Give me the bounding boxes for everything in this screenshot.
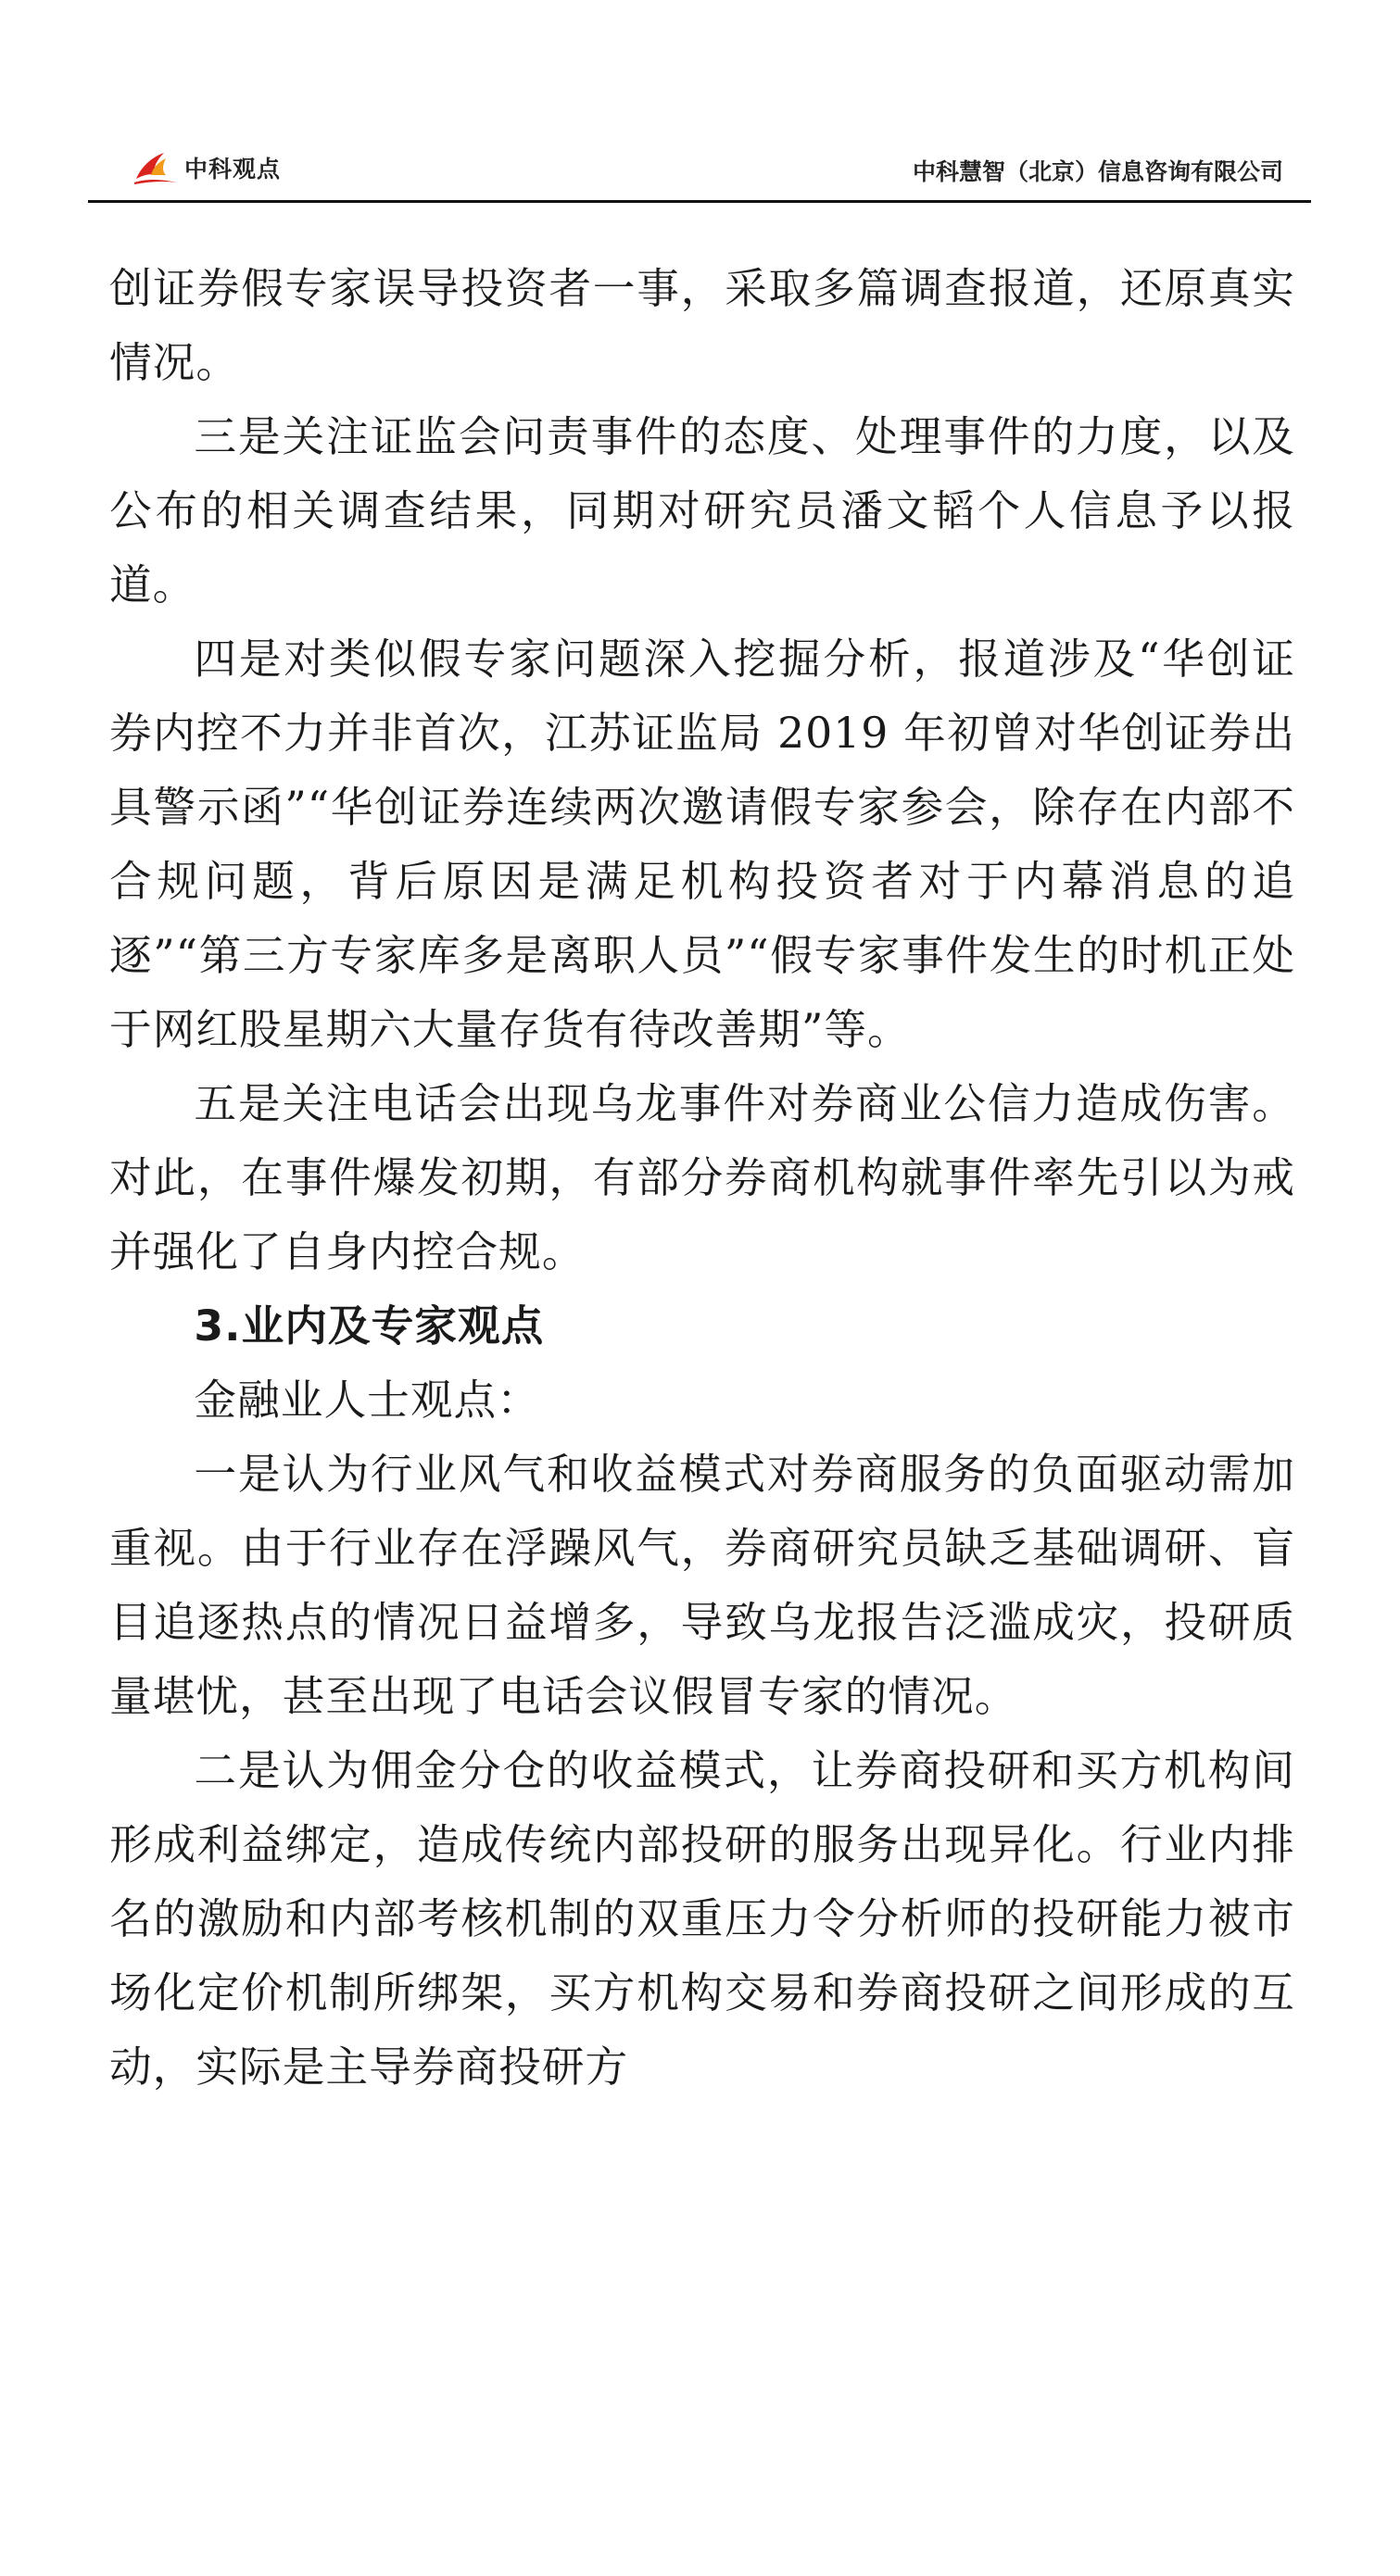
- document-body: [109, 252, 1295, 2105]
- paragraph: 二是认为佣金分仓的收益模式，让券商投研和买方机构间形成利益绑定，造成传统内部投研的服务出现异化。行业内排名的激励和内部考核机制的双重压力令分析师的投研能力被市场化定价机制所绑架，买方机构交易和券商投研之间形成的互动，实际是主导券商投研方: [109, 1746, 1295, 2092]
- section-heading: 3.业内及专家观点: [194, 1301, 545, 1351]
- paragraph: 三是关注证监会问责事件的态度、处理事件的力度，以及公布的相关调查结果，同期对研究员潘文韬个人信息予以报道。: [109, 412, 1295, 609]
- flame-logo-icon: [132, 147, 179, 188]
- paragraph: 四是对类似假专家问题深入挖掘分析，报道涉及“华创证券内控不力并非首次，江苏证监局 2019 年初曾对华创证券出具警示函”“华创证券连续两次邀请假专家参会，除存在内部不合规问题，背后原因是满足机构投资者对于内幕消息的追逐”“第三方专家库多是离职人员”“假专家事件发生的时机正处于网红股星期六大量存货有待改善期”等。: [109, 635, 1295, 1054]
- paragraph-continuation: 创证券假专家误导投资者一事，采取多篇调查报道，还原真实情况。: [109, 264, 1295, 387]
- paragraph: 五是关注电话会出现乌龙事件对券商业公信力造成伤害。对此，在事件爆发初期，有部分券商机构就事件率先引以为戒并强化了自身内控合规。: [109, 1079, 1295, 1276]
- paragraph: 金融业人士观点：: [194, 1376, 540, 1425]
- company-name: 中科慧智（北京）信息咨询有限公司: [912, 158, 1283, 185]
- logo: [132, 144, 281, 192]
- paragraph: 一是认为行业风气和收益模式对券商服务的负面驱动需加重视。由于行业存在浮躁风气，券商研究员缺乏基础调研、盲目追逐热点的情况日益增多，导致乌龙报告泛滥成灾，投研质量堪忧，甚至出现了电话会议假冒专家的情况。: [109, 1450, 1295, 1721]
- logo-text: 中科观点: [184, 156, 282, 182]
- page-header: [88, 139, 1311, 203]
